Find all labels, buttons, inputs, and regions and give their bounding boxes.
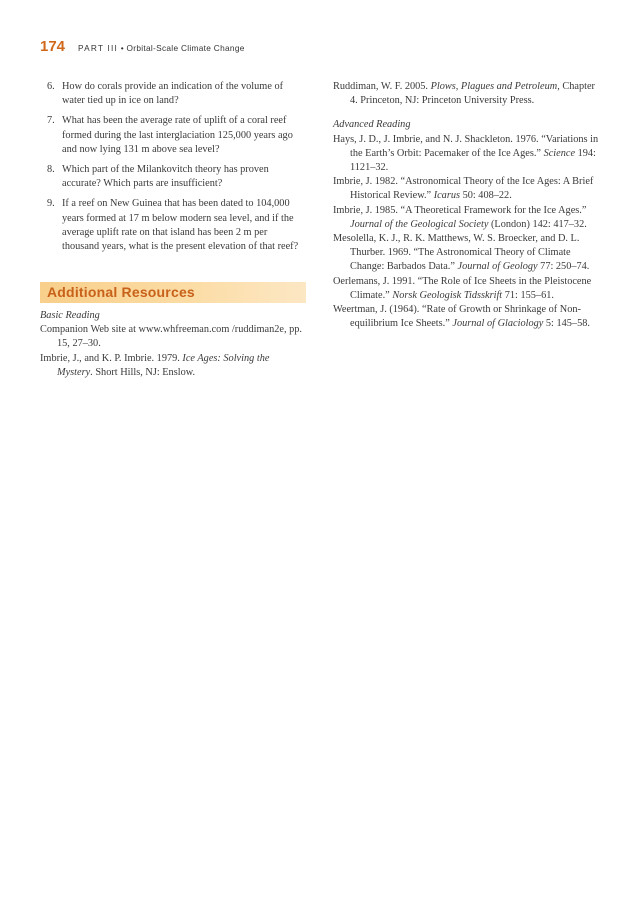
reference-entry [333,303,601,331]
reference-entry [333,204,601,232]
reference-entry [333,275,601,303]
basic-reading-heading: Basic Reading [40,310,100,321]
question-number: 8. [47,164,55,176]
reference-text: Imbrie, J. 1982. “Astronomical Theory of the Ice Ages: A Brief Historical Review.” [333,176,594,202]
question-text: How do corals provide an indication of the volume of water tied up in ice on land? [62,81,284,107]
part-label: PART III [78,43,119,53]
chapter-title: Orbital-Scale Climate Change [126,43,245,53]
reference-entry [40,323,306,351]
reference-text: Weertman, J. (1964). “Rate of Growth or Shrinkage of Non-equilibrium Ice Sheets.” [333,304,581,330]
section-title: Additional Resources [47,284,195,300]
question-number: 6. [47,81,55,92]
question-text: What has been the average rate of uplift of a coral reef formed during the last interglaciation 125,000 years ago and now lying 131 m above sea level? [62,115,293,155]
running-title [78,43,245,53]
reference-text: 77: 250–74. [537,261,590,273]
reference-text: Imbrie, J., and K. P. Imbrie. 1979. [40,352,183,364]
reference-entry [333,133,601,176]
reference-text: Mesolella, K. J., R. K. Matthews, W. S. Broecker, and D. L. Thurber. 1969. “The Astronomical Theory of Climate Change: Barbados Data.” [333,233,580,273]
page-number: 174 [40,38,66,55]
reference-entry [333,232,601,275]
reference-text: . Short Hills, NJ: Enslow. [90,366,196,378]
reference-text: Imbrie, J. 1985. “A Theoretical Framework for the Ice Ages.” [333,204,587,216]
header-separator: • [120,43,124,53]
question-item [40,114,306,157]
reference-text: 50: 408–22. [460,190,512,202]
question-item [40,80,306,108]
reference-text: Companion Web site at www.whfreeman.com /ruddiman2e, pp. 15, 27–30. [40,324,302,350]
reference-title: Plows, Plagues and Petroleum [430,81,558,92]
reference-title: Science [543,147,576,159]
question-text: If a reef on New Guinea that has been dated to 104,000 years formed at 17 m below modern sea level, and if the average uplift rate on that island has been 2 m per thousand years, what is the present elevation of that reef? [62,198,299,253]
additional-resources-banner [40,282,306,303]
reference-text: 5: 145–58. [543,318,590,330]
reference-text: (London) 142: 417–32. [488,218,587,230]
reference-entry [333,80,601,108]
reference-title: Journal of Glaciology [452,318,544,330]
reference-entry [40,352,306,380]
reference-title: Ice Ages: Solving the Mystery [57,352,270,378]
left-column [40,80,306,260]
reference-text: Hays, J. D., J. Imbrie, and N. J. Shackleton. 1976. “Variations in the Earth’s Orbit: Pacemaker of the Ice Ages.” [333,133,599,159]
reference-title: Journal of the Geological Society [350,218,489,230]
reference-text: , Chapter 4. Princeton, NJ: Princeton University Press. [350,81,595,107]
question-text: Which part of the Milankovitch theory has proven accurate? Which parts are insufficient? [62,164,269,190]
reference-text: Oerlemans, J. 1991. “The Role of Ice Sheets in the Pleistocene Climate.” [333,275,592,301]
reference-entry [333,175,601,203]
running-header [40,38,245,58]
reference-title: Journal of Geology [457,261,538,273]
reference-text: Ruddiman, W. F. 2005. [333,81,431,92]
reference-text: 194: 1121–32. [350,147,596,174]
reference-text: 71: 155–61. [502,289,554,301]
reference-title: Norsk Geologisk Tidsskrift [392,289,503,301]
question-item [40,197,306,254]
question-number: 9. [47,198,55,210]
basic-reading-block [40,309,306,380]
right-column [333,80,601,331]
reference-title: Icarus [433,190,460,202]
question-number: 7. [47,115,55,127]
advanced-reading-heading: Advanced Reading [333,119,411,131]
question-item [40,163,306,191]
